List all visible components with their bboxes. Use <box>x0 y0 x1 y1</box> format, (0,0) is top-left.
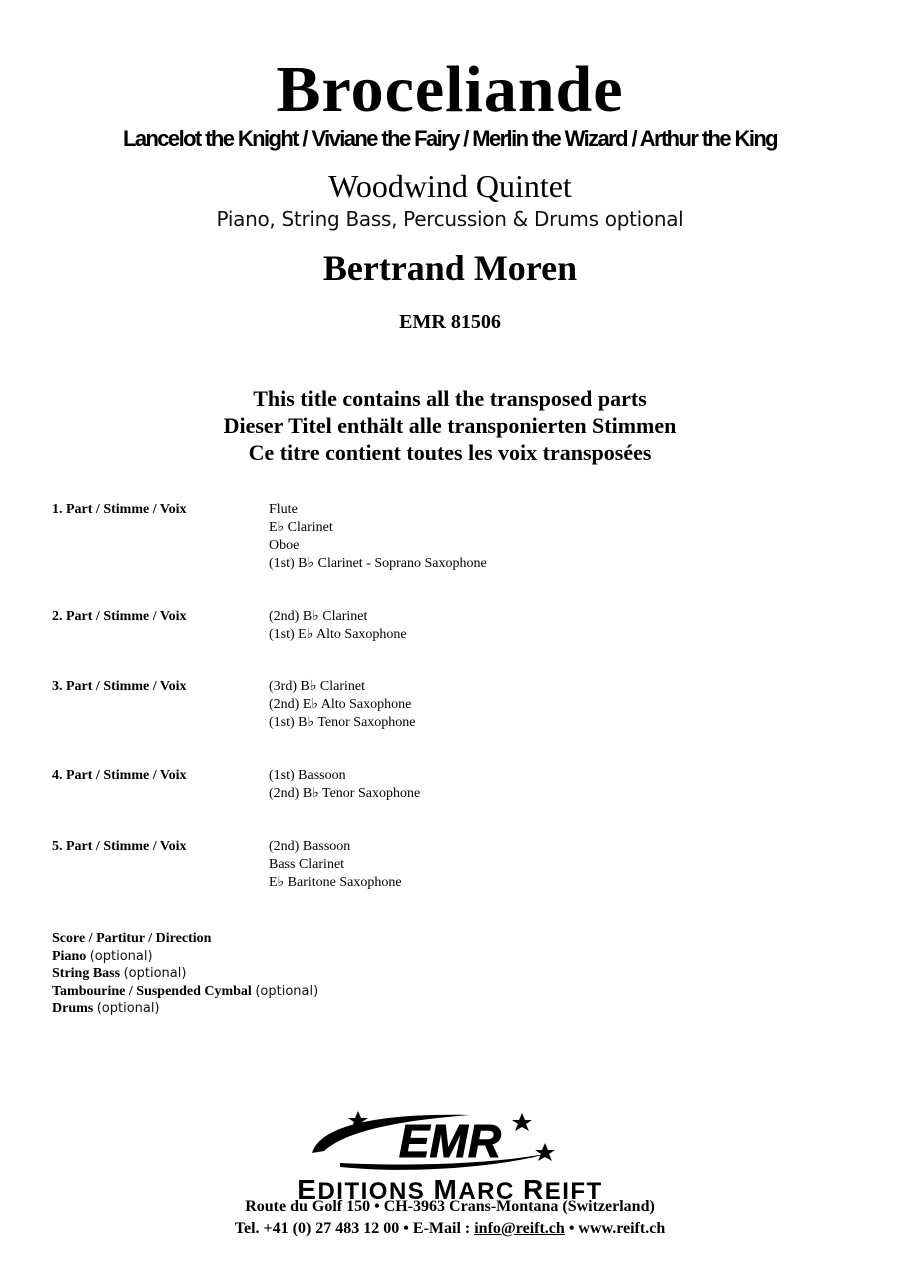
instrument: (1st) B♭ Tenor Saxophone <box>269 715 416 730</box>
website: • www.reift.ch <box>564 1220 666 1237</box>
instrument: (2nd) Bassoon <box>269 839 351 854</box>
notice-german: Dieser Titel enthält alle transponierten Stimmen <box>223 413 677 438</box>
optional-instruments: Piano, String Bass, Percussion & Drums optional <box>216 207 684 231</box>
percussion-label: Tambourine / Suspended Cymbal <box>52 983 252 999</box>
phone-number: Tel. +41 (0) 27 483 12 00 • E-Mail : <box>234 1220 475 1237</box>
optional-note: (optional) <box>255 983 319 999</box>
part-5-instruments <box>269 838 402 892</box>
logo-text: EMR <box>398 1115 502 1167</box>
publisher-phone-line <box>0 1218 900 1240</box>
part-1-instruments <box>269 501 487 573</box>
publisher-name-part: ARC <box>458 1178 523 1205</box>
publisher-address: Route du Golf 150 • CH-3963 Crans-Montana (Switzerland) <box>245 1198 655 1215</box>
optional-note: (optional) <box>123 966 187 981</box>
part-5-label: 5. Part / Stimme / Voix <box>52 839 187 854</box>
drums-label: Drums <box>52 1001 94 1016</box>
transposed-parts-notice <box>0 385 900 466</box>
instrument: Oboe <box>269 538 300 553</box>
string-bass-label: String Bass <box>52 966 121 981</box>
part-1-label: 1. Part / Stimme / Voix <box>52 502 187 517</box>
piano-label: Piano <box>52 948 87 964</box>
page-title: Broceliande <box>276 53 624 126</box>
additional-parts <box>52 930 318 1018</box>
instrument: (2nd) B♭ Clarinet <box>269 609 368 624</box>
part-3-instruments <box>269 678 416 732</box>
instrument: (1st) E♭ Alto Saxophone <box>269 627 407 642</box>
publisher-contact <box>0 1196 900 1240</box>
instrument: E♭ Clarinet <box>269 520 333 535</box>
composer-name: Bertrand Moren <box>322 248 578 288</box>
instrument: (2nd) B♭ Tenor Saxophone <box>269 786 421 801</box>
publisher-logo <box>300 1105 600 1175</box>
publisher-name-part: R <box>522 1174 545 1205</box>
instrument: (1st) B♭ Clarinet - Soprano Saxophone <box>269 556 487 571</box>
instrument: (3rd) B♭ Clarinet <box>269 679 366 694</box>
part-4-instruments <box>269 767 420 803</box>
notice-english: This title contains all the transposed parts <box>253 386 647 411</box>
publisher-name-part: M <box>433 1174 459 1205</box>
email-link[interactable]: info@reift.ch <box>474 1220 565 1237</box>
instrument: Bass Clarinet <box>269 857 345 872</box>
notice-french: Ce titre contient toutes les voix transposées <box>248 440 652 465</box>
score-label: Score / Partitur / Direction <box>52 931 212 946</box>
catalog-code: EMR 81506 <box>399 311 501 333</box>
instrument: (1st) Bassoon <box>269 768 346 783</box>
part-2-label: 2. Part / Stimme / Voix <box>52 609 187 624</box>
part-2-instruments <box>269 608 407 644</box>
subtitle: Lancelot the Knight / Viviane the Fairy / Merlin the Wizard / Arthur the King <box>122 126 778 151</box>
part-4-label: 4. Part / Stimme / Voix <box>52 768 187 783</box>
publisher-name-part: DITIONS <box>317 1178 434 1205</box>
part-3-label: 3. Part / Stimme / Voix <box>52 679 187 694</box>
instrument: E♭ Baritone Saxophone <box>269 875 402 890</box>
publisher-name-part: EIFT <box>544 1178 603 1205</box>
instrument: (2nd) E♭ Alto Saxophone <box>269 697 412 712</box>
optional-note: (optional) <box>89 948 153 964</box>
publisher-name-part: E <box>297 1174 318 1205</box>
optional-note: (optional) <box>96 1001 160 1016</box>
instrument: Flute <box>269 502 298 517</box>
ensemble: Woodwind Quintet <box>328 168 572 204</box>
emr-logo-icon <box>300 1105 600 1175</box>
